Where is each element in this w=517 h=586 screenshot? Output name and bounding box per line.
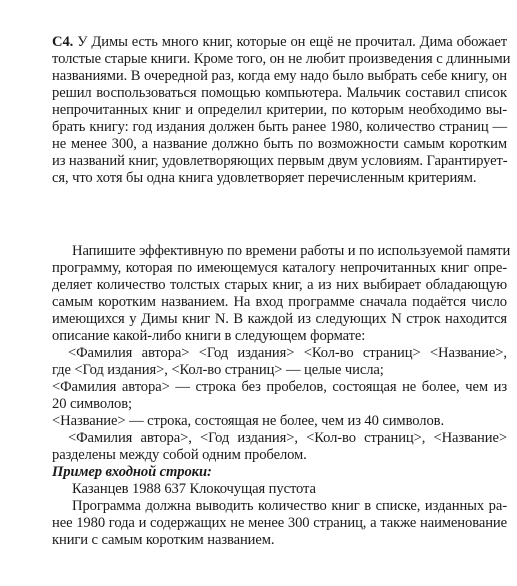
task-line: где <Год издания>, <Кол-во страниц> — целые числа; — [52, 362, 384, 378]
example-heading: Пример входной строки: — [52, 464, 212, 480]
task-line: деляет количество толстых старых книг, а из них выбирает обладающую — [52, 277, 507, 293]
task-line: описание какой-либо книги в следующем формате: — [52, 328, 366, 344]
task-line: <Фамилия автора>, <Год издания>, <Кол-во страниц>, <Название> — [68, 430, 507, 446]
task-line: программу, которая по имеющемуся каталогу непрочитанных книг опре- — [52, 260, 507, 276]
task-line: нее 1980 года и содержащих не менее 300 страниц, а также наименование — [52, 515, 507, 531]
task-line: ся, что хотя бы одна книга удовлетворяет перечисленным критериям. — [52, 170, 477, 186]
task-line: решил воспользоваться помощью компьютера. Мальчик составил список — [52, 85, 507, 101]
task-line: <Фамилия автора> — строка без пробелов, состоящая не более, чем из — [52, 379, 507, 395]
task-line: брать книгу: год издания должен быть ранее 1980, количество страниц — — [52, 119, 507, 135]
task-line: разделены между собой одним пробелом. — [52, 447, 307, 463]
task-line-1: C4. У Димы есть много книг, которые он ещё не прочитал. Дима обожает — [52, 34, 507, 50]
task-line: <Фамилия автора> <Год издания> <Кол-во страниц> <Название>, — [68, 345, 507, 361]
task-line: книги с самым коротким названием. — [52, 532, 275, 548]
task-line: <Название> — строка, состоящая не более, чем из 40 символов. — [52, 413, 444, 429]
task-line: 20 символов; — [52, 396, 132, 412]
task-line: имеющихся у Димы книг N. В каждой из следующих N строк находится — [52, 311, 507, 327]
task-line: не менее 300, а название должно быть по возможности самым коротким — [52, 136, 507, 152]
task-number: C4. — [52, 34, 74, 50]
task-line: названиями. В очередной раз, когда ему надо было выбрать себе книгу, он — [52, 68, 507, 84]
task-line: Напишите эффективную по времени работы и по используемой памяти — [72, 243, 511, 259]
task-line: самым коротким названием. На вход программе сначала подаётся число — [52, 294, 507, 310]
task-line: из названий книг, удовлетворяющих первым двум условиям. Гарантирует- — [52, 153, 508, 169]
task-line: Программа должна выводить количество книг в списке, изданных ра- — [72, 498, 507, 514]
task-line: непрочитанных книг и определил критерии, по которым необходимо вы- — [52, 102, 507, 118]
example-line: Казанцев 1988 637 Клокочущая пустота — [72, 481, 316, 497]
task-line: толстые старые книги. Кроме того, он не любит произведения с длинными — [52, 51, 511, 67]
